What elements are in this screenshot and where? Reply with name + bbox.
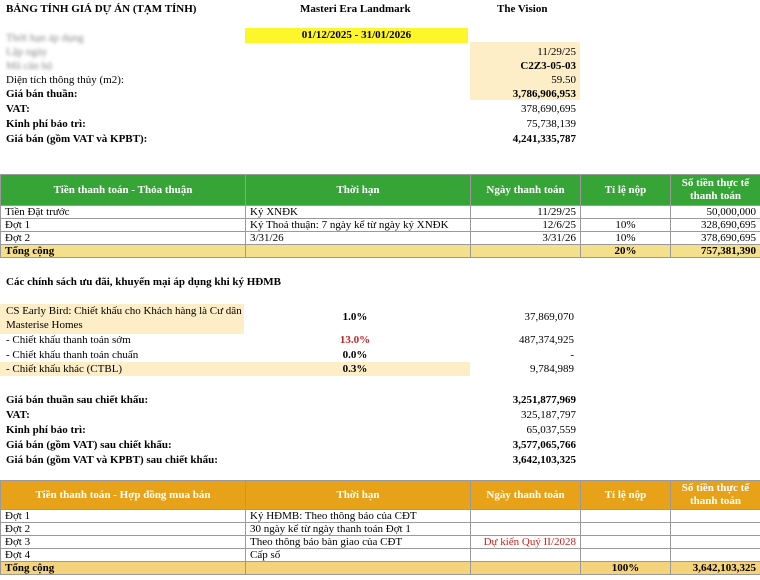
column-header: Tỉ lệ nộp <box>581 481 671 510</box>
column-header: Thời hạn <box>246 481 471 510</box>
table-cell: Đợt 3 <box>1 536 246 549</box>
document-title: BẢNG TÍNH GIÁ DỰ ÁN (TẠM TÍNH) <box>6 3 197 15</box>
after-label: VAT: <box>6 409 30 421</box>
area-value: 59.50 <box>551 74 576 86</box>
agreement-payment-table <box>0 174 760 258</box>
table-cell <box>671 549 760 562</box>
info-label: Diện tích thông thủy (m2): <box>6 74 124 86</box>
column-header: Số tiền thực tế thanh toán <box>671 175 760 206</box>
policy-item-amount: 37,869,070 <box>524 311 574 323</box>
table-cell: Dự kiến Quý II/2028 <box>471 536 581 549</box>
table-row <box>1 523 760 536</box>
table-cell: 328,690,695 <box>671 219 760 232</box>
table-row <box>1 549 760 562</box>
policy-item-pct: 13.0% <box>339 334 371 346</box>
table-cell: Đợt 2 <box>1 523 246 536</box>
policy-item-pct: 0.3% <box>342 363 368 375</box>
column-header: Ngày thanh toán <box>471 175 581 206</box>
table-cell <box>671 523 760 536</box>
after-label: Kinh phí bảo trì: <box>6 424 86 436</box>
table-cell <box>471 245 581 258</box>
after-value: 65,037,559 <box>526 424 576 436</box>
table-cell: 757,381,390 <box>671 245 760 258</box>
table-cell <box>581 549 671 562</box>
vat-value: 378,690,695 <box>521 103 576 115</box>
policy-item-label: CS Early Bird: Chiết khấu cho Khách hàng là Cư dân Masterise Homes <box>0 304 244 334</box>
policy-item-pct: 1.0% <box>342 311 368 323</box>
table-cell <box>581 510 671 523</box>
table-row <box>1 536 760 549</box>
column-header: Ngày thanh toán <box>471 481 581 510</box>
table-cell: Cấp sổ <box>246 549 471 562</box>
project-name: Masteri Era Landmark <box>300 3 411 15</box>
after-value: 3,642,103,325 <box>512 454 576 466</box>
table-total-row <box>1 562 760 575</box>
table-cell: Ký Thoả thuận: 7 ngày kể từ ngày ký XNĐK <box>246 219 471 232</box>
table-cell <box>581 206 671 219</box>
table-cell <box>246 245 471 258</box>
table-cell <box>671 510 760 523</box>
table-header-row <box>1 175 760 206</box>
table-cell <box>246 562 471 575</box>
contract-payment-table <box>0 480 760 575</box>
table-cell <box>471 562 581 575</box>
table-cell <box>671 536 760 549</box>
info-label: Lập ngày <box>6 46 48 58</box>
info-value: 11/29/25 <box>537 46 576 58</box>
table-cell: 50,000,000 <box>671 206 760 219</box>
table-cell: Ký XNĐK <box>246 206 471 219</box>
net-price-value: 3,786,906,953 <box>512 88 576 100</box>
info-label: Mã căn hộ <box>6 60 53 72</box>
apply-period: 01/12/2025 - 31/01/2026 <box>245 28 468 43</box>
info-label: VAT: <box>6 103 30 115</box>
policy-item-amount: 487,374,925 <box>519 334 574 346</box>
policy-item-label: - Chiết khấu thanh toán sớm <box>6 334 131 346</box>
table-cell: 11/29/25 <box>471 206 581 219</box>
table-cell <box>471 510 581 523</box>
info-label: Giá bán thuần: <box>6 88 78 100</box>
table-cell: Đợt 1 <box>1 510 246 523</box>
table-cell: 12/6/25 <box>471 219 581 232</box>
table-cell: 3,642,103,325 <box>671 562 760 575</box>
after-label: Giá bán (gồm VAT và KPBT) sau chiết khấu: <box>6 454 218 466</box>
table-cell: 30 ngày kể từ ngày thanh toán Đợt 1 <box>246 523 471 536</box>
total-price-value: 4,241,335,787 <box>512 133 576 145</box>
table-cell: 10% <box>581 232 671 245</box>
table-cell: 20% <box>581 245 671 258</box>
unit-code: C2Z3-05-03 <box>520 60 576 72</box>
after-label: Giá bán thuần sau chiết khấu: <box>6 394 149 406</box>
policy-item-amount: 9,784,989 <box>530 363 574 375</box>
policy-item-label: - Chiết khấu thanh toán chuẩn <box>6 349 139 361</box>
table-row <box>1 206 760 219</box>
table-cell <box>581 523 671 536</box>
table-cell: 3/31/26 <box>246 232 471 245</box>
policy-title: Các chính sách ưu đãi, khuyến mại áp dụng khi ký HĐMB <box>6 276 281 288</box>
column-header: Thời hạn <box>246 175 471 206</box>
table-cell <box>471 523 581 536</box>
column-header: Tiền thanh toán - Thỏa thuận <box>1 175 246 206</box>
table-cell <box>581 536 671 549</box>
table-row <box>1 219 760 232</box>
table-total-row <box>1 245 760 258</box>
table-row <box>1 510 760 523</box>
column-header: Số tiền thực tế thanh toán <box>671 481 760 510</box>
table-cell: Theo thông báo bàn giao của CĐT <box>246 536 471 549</box>
table-cell: Tiền Đặt trước <box>1 206 246 219</box>
info-label: Giá bán (gồm VAT và KPBT): <box>6 133 148 145</box>
policy-item-amount: - <box>570 349 574 361</box>
table-cell <box>471 549 581 562</box>
column-header: Tiền thanh toán - Hợp đồng mua bán <box>1 481 246 510</box>
table-cell: 378,690,695 <box>671 232 760 245</box>
info-label: Thời hạn áp dụng <box>6 32 84 44</box>
after-label: Giá bán (gồm VAT) sau chiết khấu: <box>6 439 172 451</box>
info-label: Kinh phí bảo trì: <box>6 118 86 130</box>
table-cell: Đợt 1 <box>1 219 246 232</box>
table-cell: Tổng cộng <box>1 245 246 258</box>
after-value: 3,577,065,766 <box>512 439 576 451</box>
subproject-name: The Vision <box>497 3 548 15</box>
maintenance-fee-value: 75,738,139 <box>526 118 576 130</box>
table-cell: Tổng cộng <box>1 562 246 575</box>
table-cell: 100% <box>581 562 671 575</box>
policy-item-pct: 0.0% <box>342 349 368 361</box>
after-value: 325,187,797 <box>521 409 576 421</box>
table-header-row <box>1 481 760 510</box>
table-row <box>1 232 760 245</box>
table-cell: 3/31/26 <box>471 232 581 245</box>
table-cell: Đợt 2 <box>1 232 246 245</box>
table-cell: 10% <box>581 219 671 232</box>
policy-item-label: - Chiết khấu khác (CTBL) <box>6 363 123 375</box>
column-header: Tỉ lệ nộp <box>581 175 671 206</box>
table-cell: Ký HĐMB: Theo thông báo của CĐT <box>246 510 471 523</box>
after-value: 3,251,877,969 <box>512 394 576 406</box>
table-cell: Đợt 4 <box>1 549 246 562</box>
